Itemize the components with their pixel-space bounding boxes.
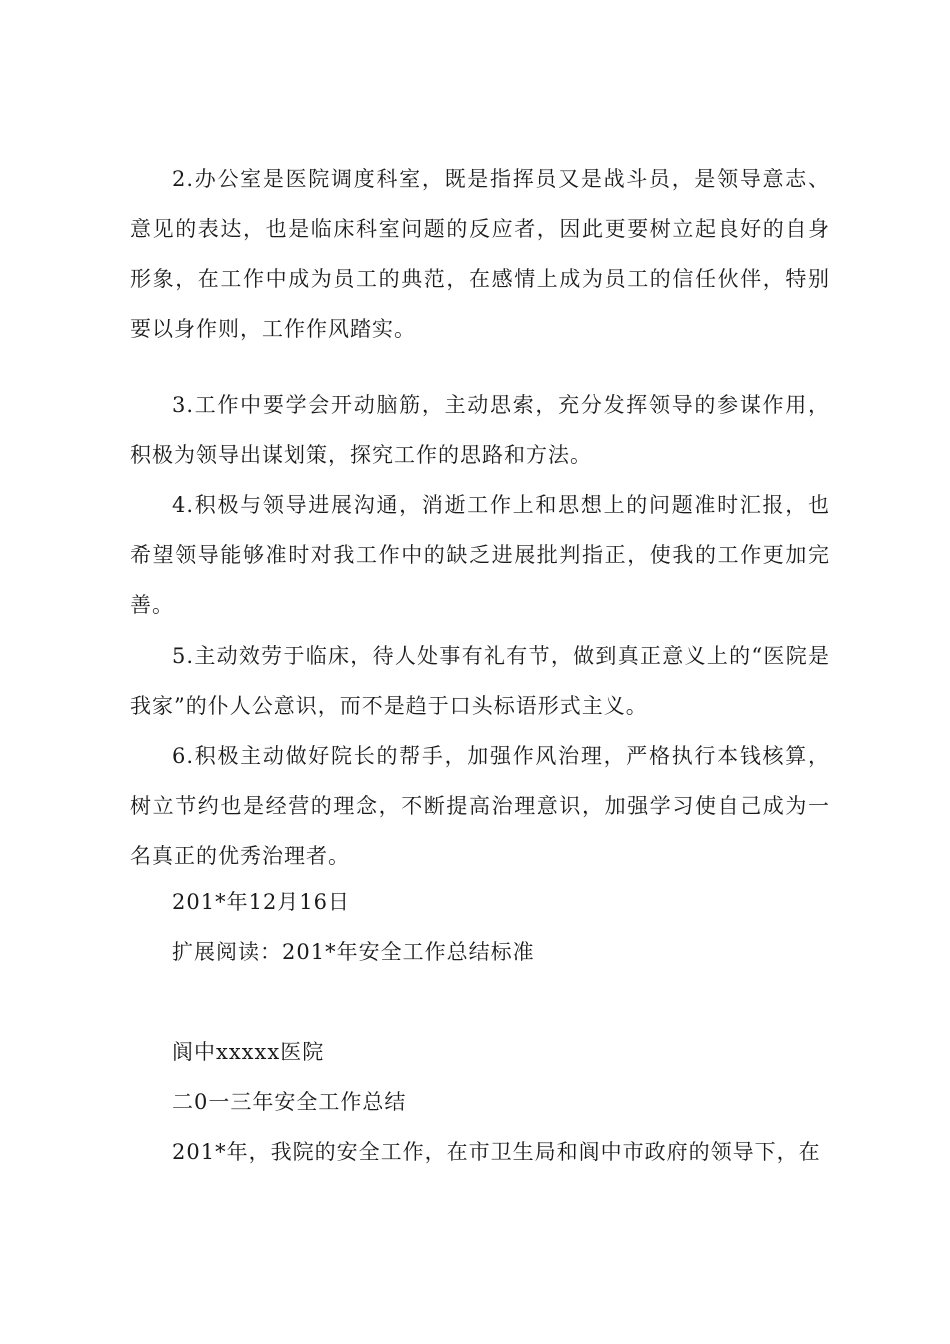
- paragraph-item-6: 6.积极主动做好院长的帮手，加强作风治理，严格执行本钱核算，树立节约也是经营的理念，不断提高治理意识，加强学习使自己成为一名真正的优秀治理者。: [130, 744, 830, 868]
- summary-title: 二0一三年安全工作总结: [172, 1090, 407, 1114]
- paragraph-item-3: 3.工作中要学会开动脑筋，主动思索，充分发挥领导的参谋作用，积极为领导出谋划策，探究工作的思路和方法。: [130, 393, 830, 467]
- hospital-name: 阆中xxxxx医院: [172, 1040, 325, 1064]
- paragraph-item-4: 4.积极与领导进展沟通，消逝工作上和思想上的问题准时汇报，也希望领导能够准时对我工作中的缺乏进展批判指正，使我的工作更加完善。: [130, 493, 830, 617]
- extended-reading-line: 扩展阅读：201*年安全工作总结标准: [172, 940, 535, 964]
- paragraph-item-5: 5.主动效劳于临床，待人处事有礼有节，做到真正意义上的“医院是我家”的仆人公意识，而不是趋于口头标语形式主义。: [130, 644, 830, 718]
- date-line: 201*年12月16日: [172, 890, 351, 914]
- final-paragraph: 201*年，我院的安全工作，在市卫生局和阆中市政府的领导下，在: [172, 1140, 821, 1164]
- paragraph-item-2: 2.办公室是医院调度科室，既是指挥员又是战斗员，是领导意志、意见的表达，也是临床科室问题的反应者，因此更要树立起良好的自身形象，在工作中成为员工的典范，在感情上成为员工的信任伙伴，特别要以身作则，工作作风踏实。: [130, 167, 830, 341]
